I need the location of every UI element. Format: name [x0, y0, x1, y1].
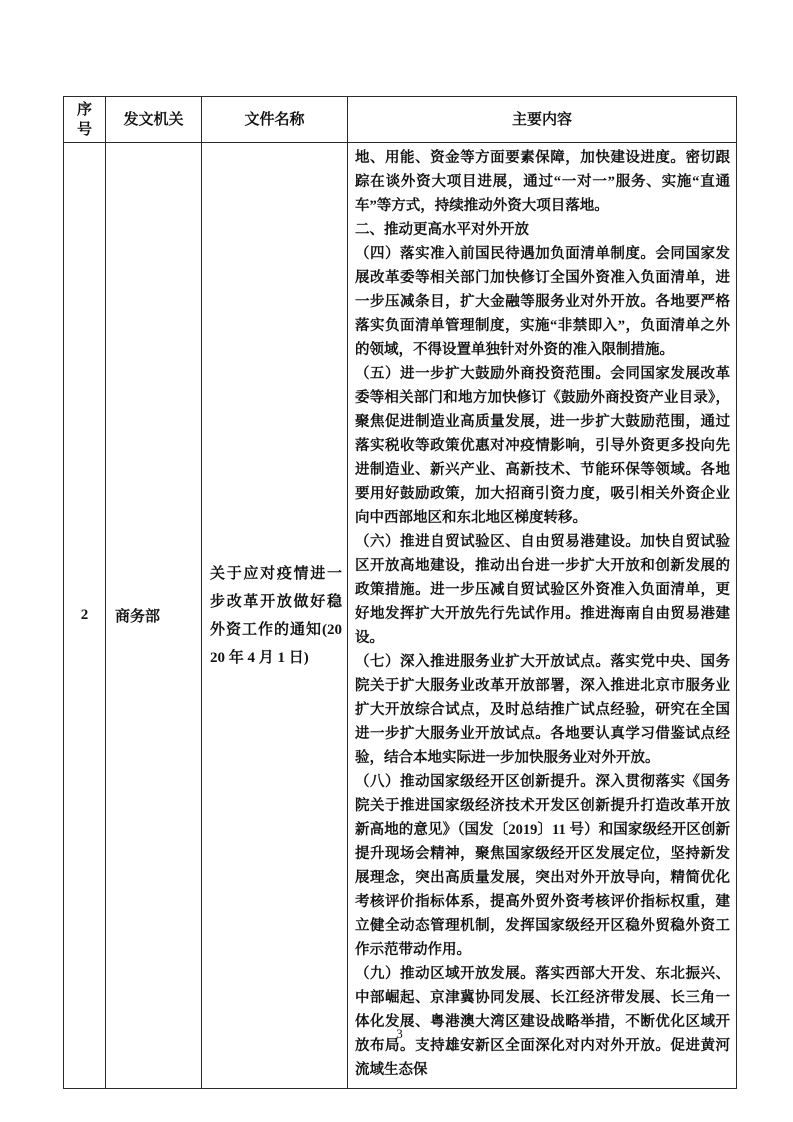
header-main-content: 主要内容: [348, 97, 737, 143]
header-document-name: 文件名称: [202, 97, 348, 143]
header-issuing-agency: 发文机关: [106, 97, 202, 143]
row-main-content-cell: [348, 143, 737, 1089]
row-index-cell: 2: [64, 143, 106, 1089]
header-index: 序号: [64, 97, 106, 143]
row-document-name-cell: 关于应对疫情进一步改革开放做好稳外资工作的通知(2020 年 4 月 1 日): [202, 143, 348, 1089]
content-paragraph: 地、用能、资金等方面要素保障，加快建设进度。密切跟踪在谈外资大项目进展，通过“一对一”服务、实施“直通车”等方式，持续推动外资大项目落地。: [355, 150, 730, 214]
content-paragraph: （八）推动国家级经开区创新提升。深入贯彻落实《国务院关于推进国家级经济技术开发区创新提升打造改革开放新高地的意见》（国发〔2019〕11 号）和国家级经开区创新提升现场会精神，聚焦国家级经开区发展定位，坚持新发展理念，突出高质量发展，突出对外开放导向，精简优化考核评价指标体系，提高外贸外资考核评价指标权重，建立健全动态管理机制，发挥国家级经开区稳外贸稳外资工作示范带动作用。: [355, 774, 730, 958]
content-paragraph: （六）推进自贸试验区、自由贸易港建设。加快自贸试验区开放高地建设，推动出台进一步扩大开放和创新发展的政策措施。进一步压减自贸试验区外资准入负面清单，更好地发挥扩大开放先行先试作用。推进海南自由贸易港建设。: [355, 534, 730, 646]
page-number: 3: [396, 1026, 403, 1041]
table-header-row: [64, 97, 737, 143]
content-paragraph: 二、推动更高水平对外开放: [355, 222, 529, 238]
content-paragraph: （九）推动区域开放发展。落实西部大开发、东北振兴、中部崛起、京津冀协同发展、长江经济带发展、长三角一体化发展、粤港澳大湾区建设战略举措，不断优化区域开放布局。支持雄安新区全面深化对内对外开放。促进黄河流域生态保: [355, 966, 730, 1078]
row-agency-cell: 商务部: [106, 143, 202, 1089]
content-paragraph: （四）落实准入前国民待遇加负面清单制度。会同国家发展改革委等相关部门加快修订全国外资准入负面清单，进一步压减条目，扩大金融等服务业对外开放。各地要严格落实负面清单管理制度，实施“非禁即入”，负面清单之外的领域，不得设置单独针对外资的准入限制措施。: [355, 246, 730, 358]
content-paragraph: （五）进一步扩大鼓励外商投资范围。会同国家发展改革委等相关部门和地方加快修订《鼓励外商投资产业目录》，聚焦促进制造业高质量发展，进一步扩大鼓励范围，通过落实税收等政策优惠对冲疫情影响，引导外资更多投向先进制造业、新兴产业、高新技术、节能环保等领域。各地要用好鼓励政策，加大招商引资力度，吸引相关外资企业向中西部地区和东北地区梯度转移。: [355, 366, 730, 526]
policy-documents-table: [63, 96, 737, 1089]
content-paragraph: （七）深入推进服务业扩大开放试点。落实党中央、国务院关于扩大服务业改革开放部署，深入推进北京市服务业扩大开放综合试点，及时总结推广试点经验，研究在全国进一步扩大服务业开放试点。各地要认真学习借鉴试点经验，结合本地实际进一步加快服务业对外开放。: [355, 654, 730, 766]
table-row: [64, 143, 737, 1089]
